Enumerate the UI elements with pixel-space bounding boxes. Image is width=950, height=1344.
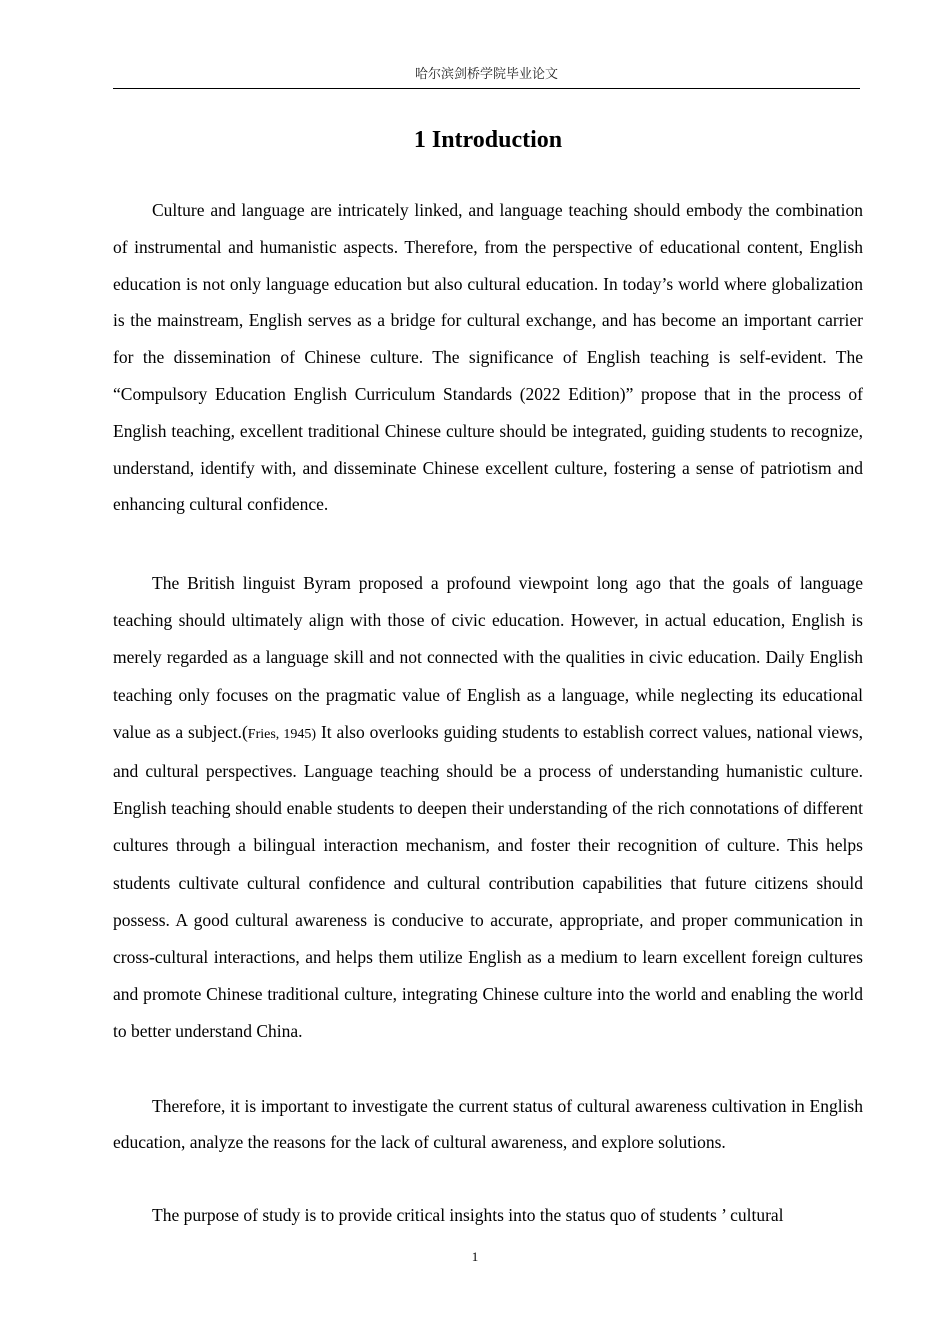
page-number: 1 xyxy=(471,1249,479,1264)
paragraph-byram-viewpoint xyxy=(113,565,863,1051)
paragraph-investigation: Therefore, it is important to investigate the current status of cultural awareness cultivation in English education, analyze the reasons for the lack of cultural awareness, and explore solutions. xyxy=(113,1096,863,1152)
chapter-title: 1 Introduction xyxy=(413,127,563,153)
paragraph-text-before-citation: The British linguist Byram proposed a profound viewpoint long ago that the goals of language teaching should ultimately align with those of civic education. However, in actual education, English is merely regarded as a language skill and not connected with the qualities in civic education. Daily English teaching only focuses on the pragmatic value of English as a language, while neglecting its educational value as a subject.( xyxy=(113,573,863,742)
paragraph-culture-language: Culture and language are intricately linked, and language teaching should embody the combination of instrumental and humanistic aspects. Therefore, from the perspective of educational content, English education is not only language education but also cultural education. In today’s world where globalization is the mainstream, English serves as a bridge for cultural exchange, and has become an important carrier for the dissemination of Chinese culture. The significance of English teaching is self-evident. The “Compulsory Education English Curriculum Standards (2022 Edition)” propose that in the process of English teaching, excellent traditional Chinese culture should be integrated, guiding students to recognize, understand, identify with, and disseminate Chinese excellent culture, fostering a sense of patriotism and enhancing cultural confidence. xyxy=(113,200,863,515)
paragraph-purpose: The purpose of study is to provide critical insights into the status quo of students ’ cultural xyxy=(152,1205,784,1225)
citation-fries-1945: Fries, 1945) xyxy=(247,726,317,742)
paragraph-text-after-citation: It also overlooks guiding students to establish correct values, national views, and cultural perspectives. Language teaching should be a process of understanding humanistic culture. English teaching should enable students to deepen their understanding of the rich connotations of different cultures through a bilingual interaction mechanism, and foster their recognition of culture. This helps students cultivate cultural confidence and cultural contribution capabilities that future citizens should possess. A good cultural awareness is conducive to accurate, appropriate, and proper communication in cross-cultural interactions, and helps them utilize English as a medium to learn excellent foreign cultures and promote Chinese traditional culture, integrating Chinese culture into the world and enabling the world to better understand China. xyxy=(113,721,864,1042)
running-header: 哈尔滨剑桥学院毕业论文 xyxy=(113,64,860,89)
